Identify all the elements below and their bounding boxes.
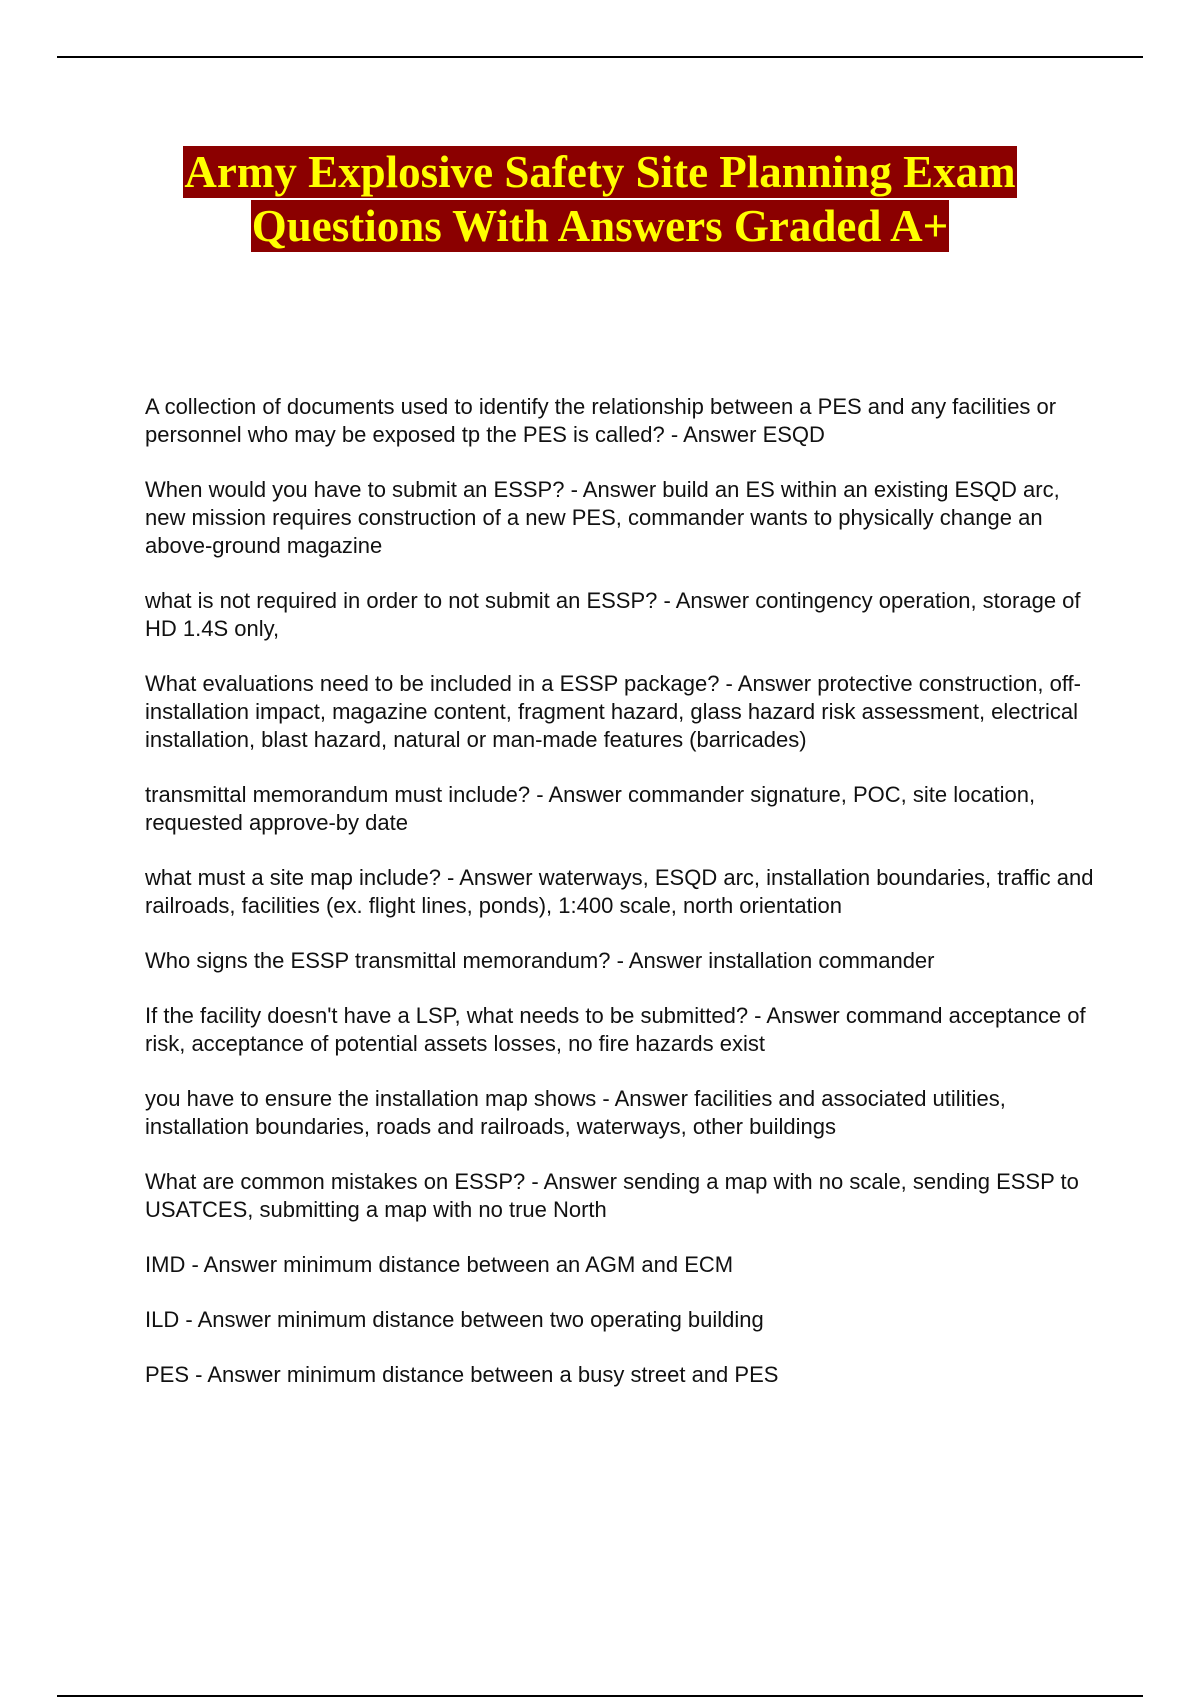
qa-item: transmittal memorandum must include? - Answer commander signature, POC, site location, requested approve-by date: [145, 782, 1036, 835]
qa-item: PES - Answer minimum distance between a busy street and PES: [145, 1362, 779, 1387]
title-line-2: Questions With Answers Graded A+: [251, 201, 949, 251]
qa-item: If the facility doesn't have a LSP, what needs to be submitted? - Answer command acceptance of risk, acceptance of potential assets losses, no fire hazards exist: [145, 1003, 1086, 1056]
qa-item: What evaluations need to be included in a ESSP package? - Answer protective construction, off-installation impact, magazine content, fragment hazard, glass hazard risk assessment, electrical installation, blast hazard, natural or man-made features (barricades): [145, 671, 1081, 752]
document-title: [0, 146, 1200, 252]
qa-item: What are common mistakes on ESSP? - Answer sending a map with no scale, sending ESSP to USATCES, submitting a map with no true North: [145, 1169, 1079, 1222]
qa-item: A collection of documents used to identify the relationship between a PES and any facilities or personnel who may be exposed tp the PES is called? - Answer ESQD: [145, 394, 1057, 447]
title-line-1: Army Explosive Safety Site Planning Exam: [184, 147, 1016, 197]
qa-list: [145, 393, 1095, 1416]
top-rule: [57, 56, 1143, 58]
qa-item: ILD - Answer minimum distance between two operating building: [145, 1307, 764, 1332]
qa-item: Who signs the ESSP transmittal memorandum? - Answer installation commander: [145, 948, 935, 973]
qa-item: you have to ensure the installation map shows - Answer facilities and associated utilities, installation boundaries, roads and railroads, waterways, other buildings: [145, 1086, 1006, 1139]
qa-item: what must a site map include? - Answer waterways, ESQD arc, installation boundaries, traffic and railroads, facilities (ex. flight lines, ponds), 1:400 scale, north orientation: [145, 865, 1094, 918]
qa-item: IMD - Answer minimum distance between an AGM and ECM: [145, 1252, 734, 1277]
bottom-rule: [57, 1695, 1143, 1697]
qa-item: what is not required in order to not submit an ESSP? - Answer contingency operation, storage of HD 1.4S only,: [145, 588, 1081, 641]
qa-item: When would you have to submit an ESSP? - Answer build an ES within an existing ESQD arc, new mission requires construction of a new PES, commander wants to physically change an above-ground magazine: [145, 477, 1060, 558]
